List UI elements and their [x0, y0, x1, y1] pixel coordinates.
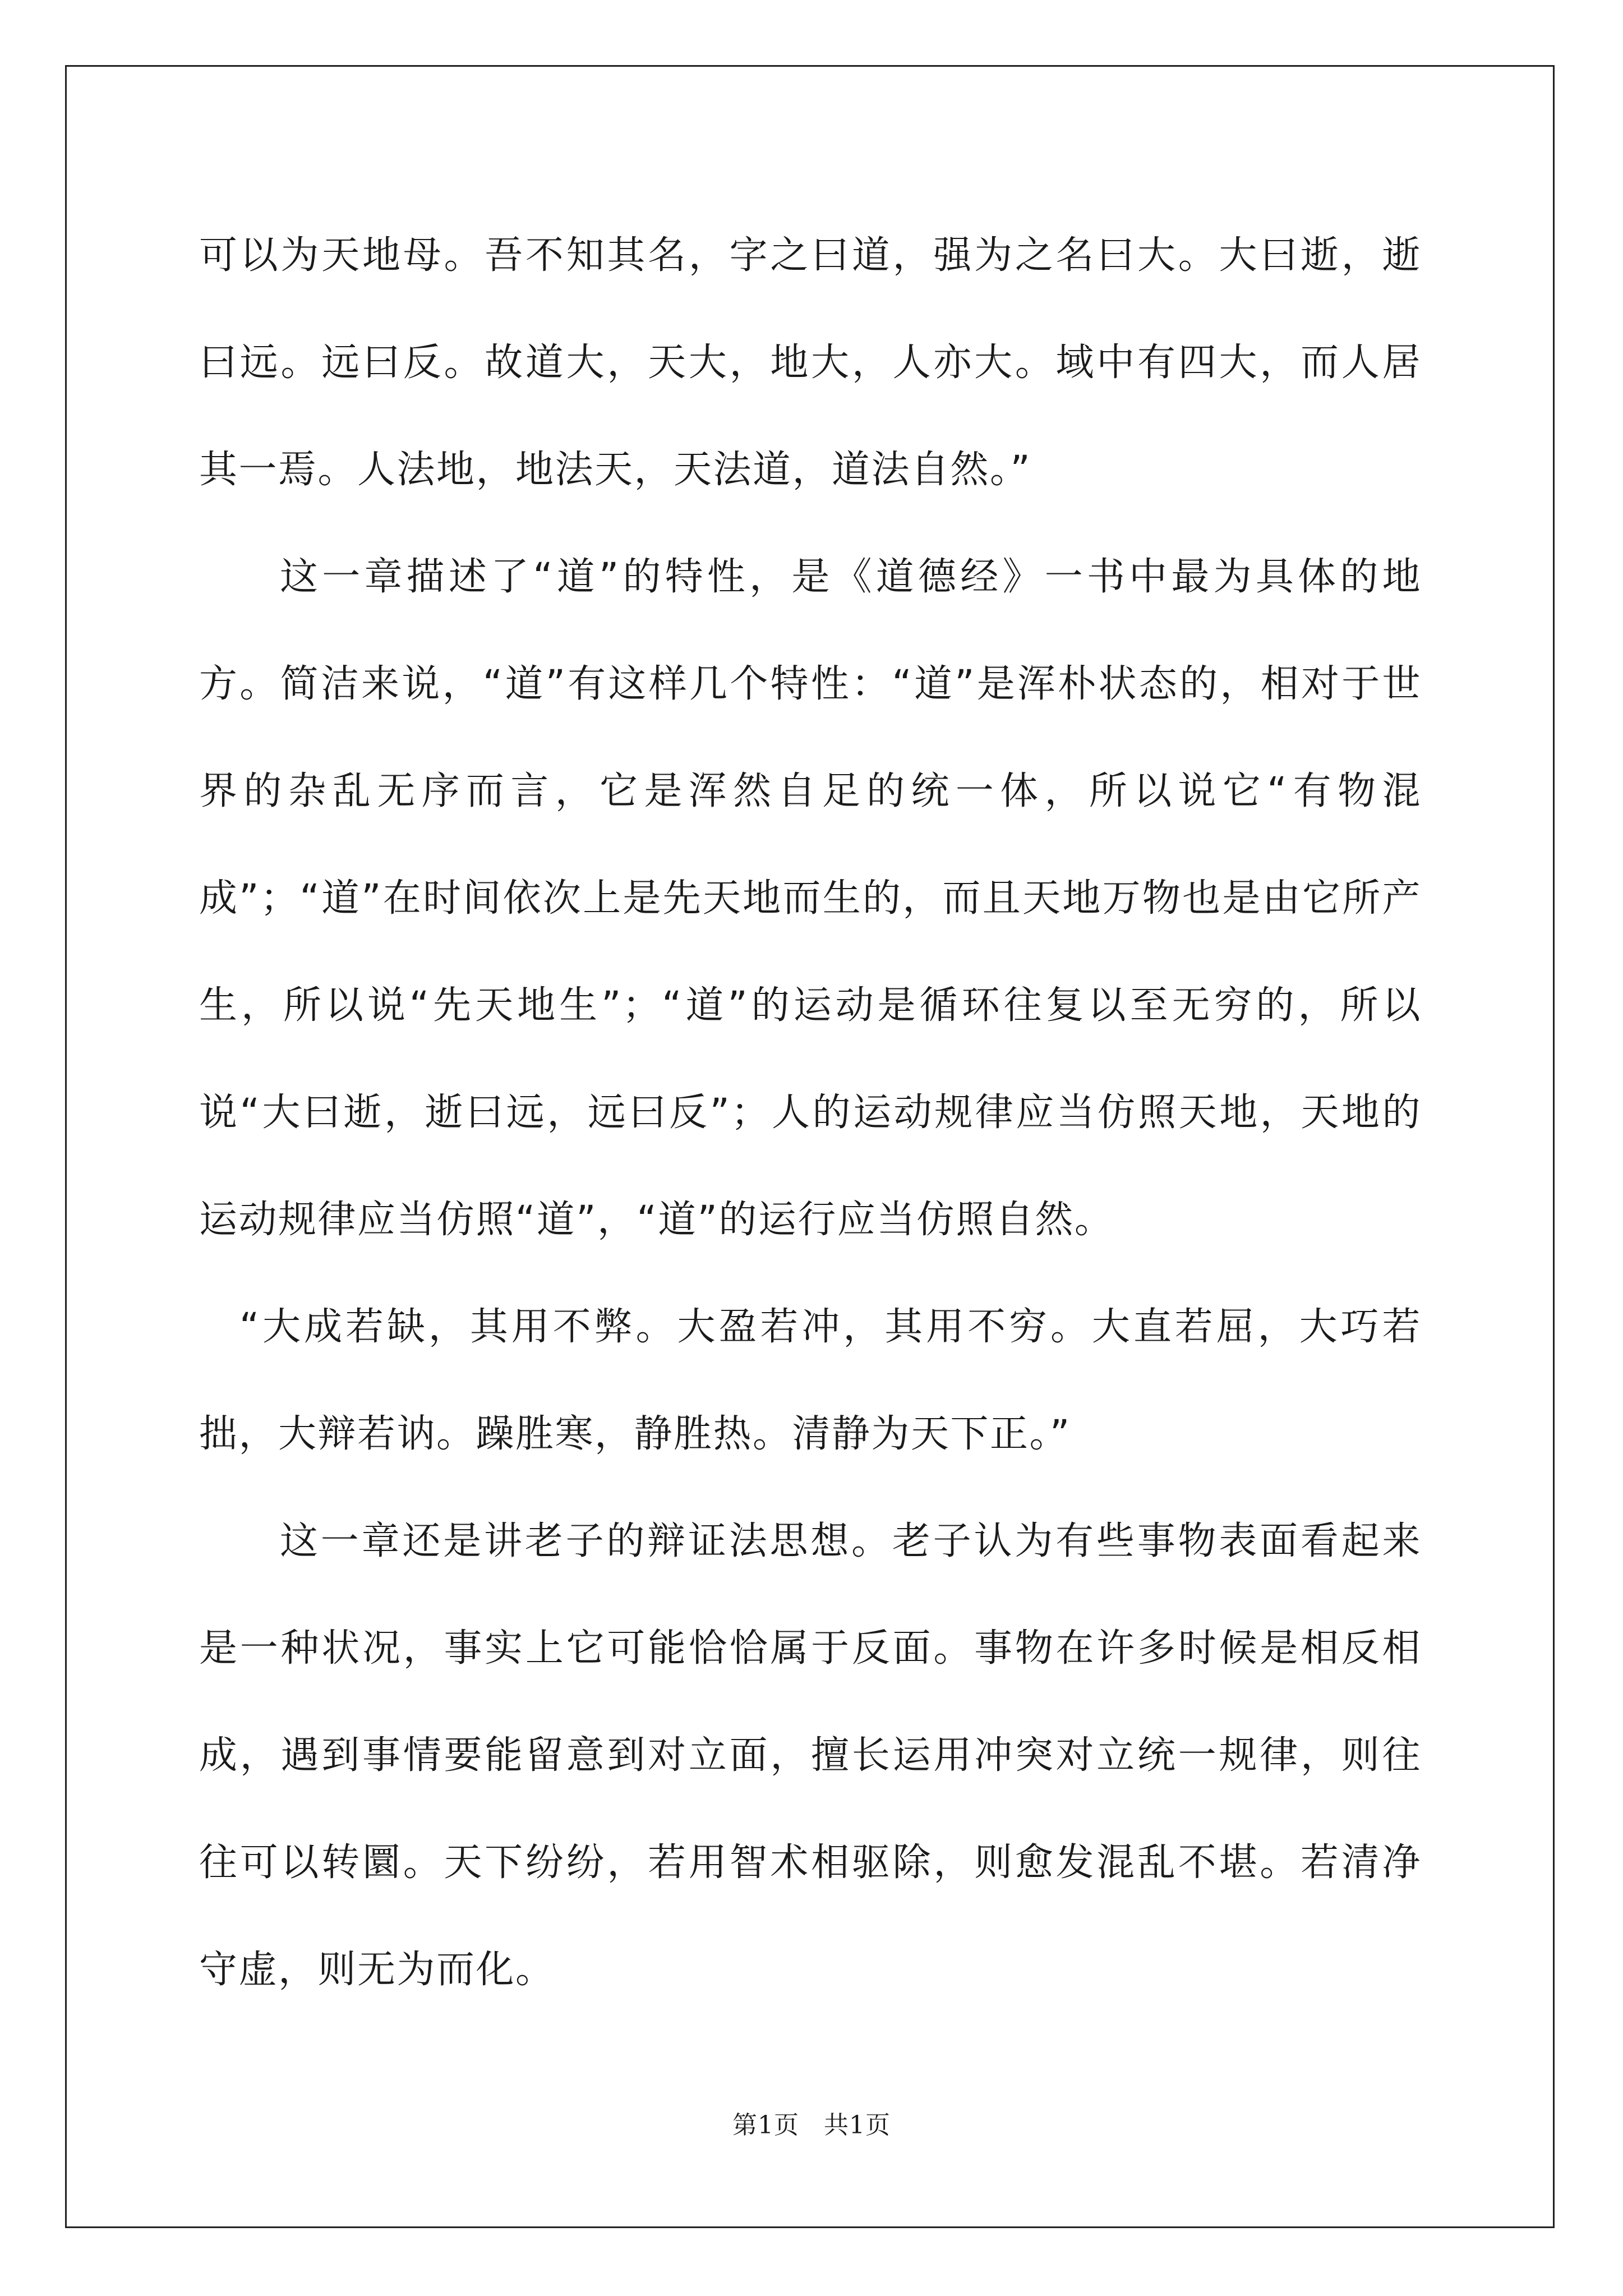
page-number: 第1页	[732, 2111, 799, 2139]
paragraph-quote-dacheng: “大成若缺，其用不弊。大盈若冲，其用不穷。大直若屈，大巧若拙，大辩若讷。躁胜寒，静胜热。清静为天下正。”	[199, 1305, 1422, 1456]
paragraph-continuation: 可以为天地母。吾不知其名，字之曰道，强为之名曰大。大曰逝，逝曰远。远曰反。故道大，天大，地大，人亦大。域中有四大，而人居其一焉。人法地，地法天，天法道，道法自然。”	[199, 233, 1422, 492]
paragraph-commentary-dialectic: 这一章还是讲老子的辩证法思想。老子认为有些事物表面看起来是一种状况，事实上它可能恰恰属于反面。事物在许多时候是相反相成，遇到事情要能留意到对立面，擅长运用冲突对立统一规律，则往往可以转圜。天下纷纷，若用智术相驱除，则愈发混乱不堪。若清净守虚，则无为而化。	[199, 1519, 1422, 1992]
document-body	[199, 202, 1422, 2023]
page-total: 共1页	[824, 2111, 891, 2139]
paragraph-commentary-dao: 这一章描述了“道”的特性，是《道德经》一书中最为具体的地方。简洁来说，“道”有这样几个特性：“道”是浑朴状态的，相对于世界的杂乱无序而言，它是浑然自足的统一体，所以说它“有物混成”；“道”在时间依次上是先天地而生的，而且天地万物也是由它所产生，所以说“先天地生”；“道”的运动是循环往复以至无穷的，所以说“大曰逝，逝曰远，远曰反”；人的运动规律应当仿照天地，天地的运动规律应当仿照“道”，“道”的运行应当仿照自然。	[199, 555, 1422, 1242]
page-footer	[0, 2105, 1623, 2141]
